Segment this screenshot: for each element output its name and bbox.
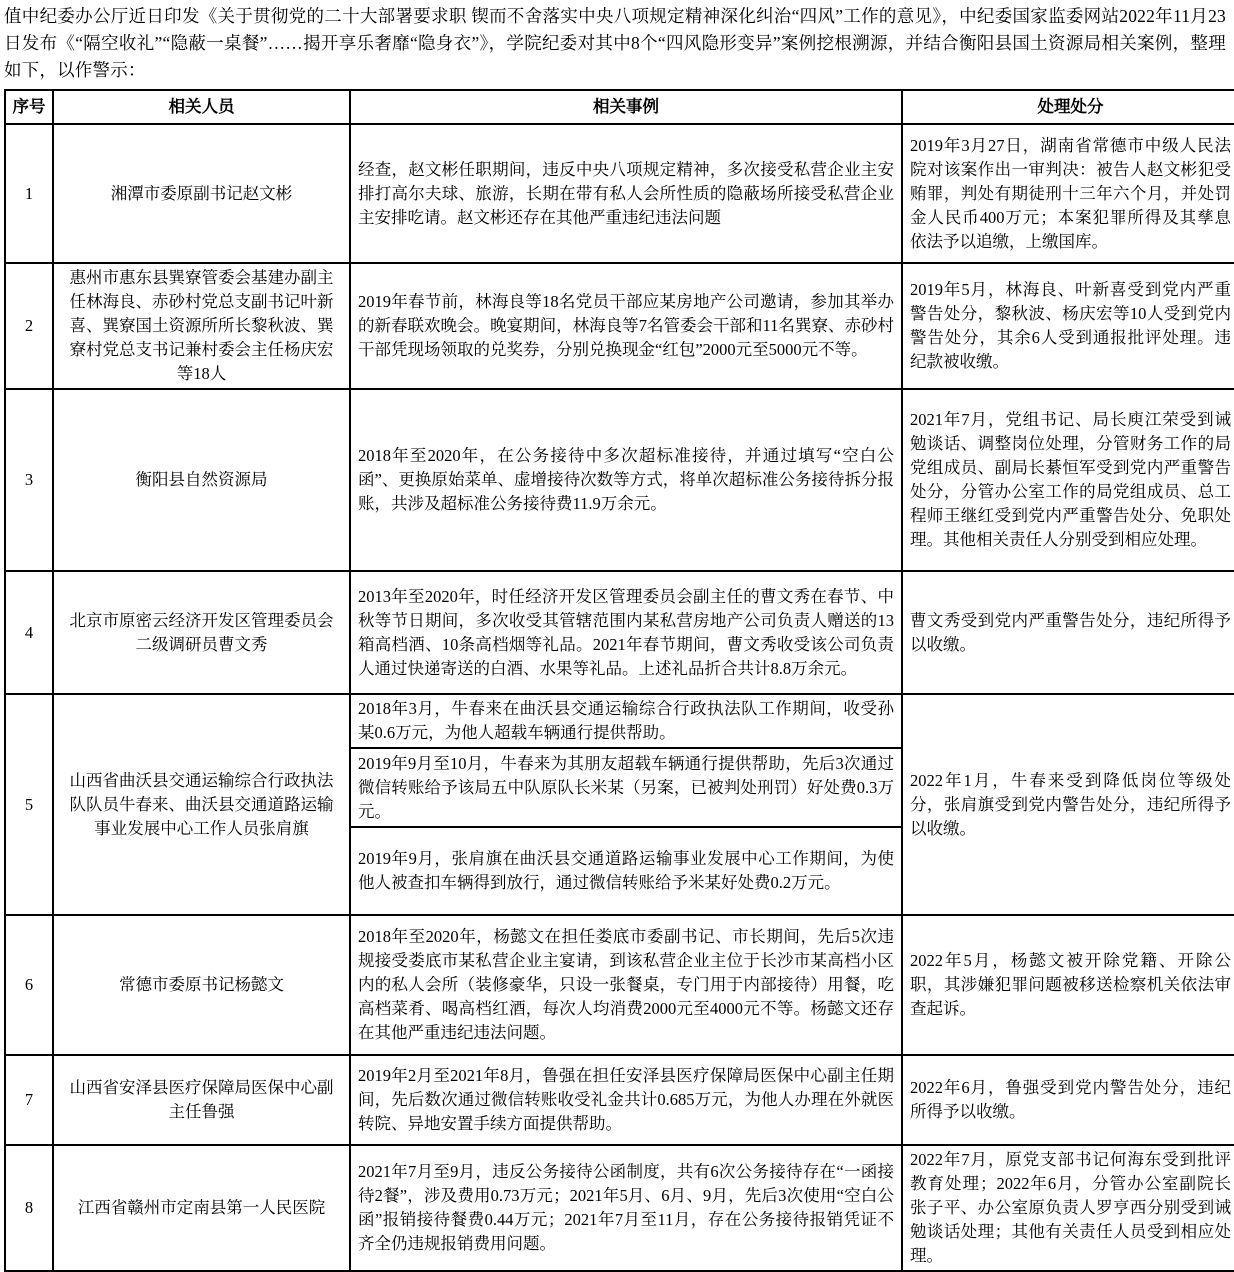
person-cell: 惠州市惠东县巽寮管委会基建办副主任林海良、赤砂村党总支副书记叶新喜、巽寮国土资源所所长黎秋波、巽寮村党总支书记兼村委会主任杨庆宏等18人 xyxy=(53,263,350,389)
action-cell: 2021年7月，党组书记、局长庾江荣受到诫勉谈话、调整岗位处理，分管财务工作的局党组成员、副局长綦恒军受到党内严重警告处分，分管办公室工作的局党组成员、总工程师王继红受到党内严重警告处分、免职处理。其他相关责任人分别受到相应处理。 xyxy=(902,389,1234,571)
action-cell: 曹文秀受到党内严重警告处分，违纪所得予以收缴。 xyxy=(902,571,1234,694)
table-row xyxy=(5,124,1234,263)
case-number-cell: 6 xyxy=(5,915,53,1055)
table-row xyxy=(5,1145,1234,1271)
person-cell: 湘潭市委原副书记赵文彬 xyxy=(53,124,350,263)
case-number-cell: 2 xyxy=(5,263,53,389)
person-cell: 江西省赣州市定南县第一人民医院 xyxy=(53,1145,350,1271)
action-cell: 2022年5月，杨懿文被开除党籍、开除公职，其涉嫌犯罪问题被移送检察机关依法审查起诉。 xyxy=(902,915,1234,1055)
case-subcell: 2019年9月，张肩旗在曲沃县交通道路运输事业发展中心工作期间，为使他人被查扣车辆得到放行，通过微信转账给予米某好处费0.2万元。 xyxy=(350,827,902,915)
col-header-case: 相关事例 xyxy=(350,90,902,124)
case-number-cell: 8 xyxy=(5,1145,53,1271)
cases-table xyxy=(4,89,1234,1272)
case-cell: 2018年至2020年，杨懿文在担任娄底市委副书记、市长期间，先后5次违规接受娄底市某私营企业主宴请，到该私营企业主位于长沙市某高档小区内的私人会所（装修豪华，只设一张餐桌，专门用于内部接待）用餐，吃高档菜肴、喝高档红酒，每次人均消费2000元至4000元不等。杨懿文还存在其他严重违纪违法问题。 xyxy=(350,915,902,1055)
action-cell: 2022年1月，牛春来受到降低岗位等级处分，张肩旗受到党内警告处分，违纪所得予以收缴。 xyxy=(902,694,1234,915)
col-header-person: 相关人员 xyxy=(53,90,350,124)
case-cell: 2019年春节前，林海良等18名党员干部应某房地产公司邀请，参加其举办的新春联欢晚会。晚宴期间，林海良等7名管委会干部和11名巽寮、赤砂村干部凭现场领取的兑奖券，分别兑换现金“红包”2000元至5000元不等。 xyxy=(350,263,902,389)
table-row xyxy=(5,694,1234,748)
case-cell: 2013年至2020年，时任经济开发区管理委员会副主任的曹文秀在春节、中秋等节日期间，多次收受其管辖范围内某私营房地产公司负责人赠送的13箱高档酒、10条高档烟等礼品。2021年春节期间，曹文秀收受该公司负责人通过快递寄送的白酒、水果等礼品。上述礼品折合共计8.8万余元。 xyxy=(350,571,902,694)
intro-paragraph: 值中纪委办公厅近日印发《关于贯彻党的二十大部署要求职 锲而不舍落实中央八项规定精神深化纠治“四风”工作的意见》，中纪委国家监委网站2022年11月23日发布《“隔空收礼”“隐蔽一桌餐”……揭开享乐奢靡“隐身衣”》，学院纪委对其中8个“四风隐形变异”案例挖根溯源，并结合衡阳县国土资源局相关案例，整理如下，以作警示： xyxy=(4,6,1226,80)
table-row xyxy=(5,389,1234,571)
person-cell: 北京市原密云经济开发区管理委员会二级调研员曹文秀 xyxy=(53,571,350,694)
action-cell: 2019年5月，林海良、叶新喜受到党内严重警告处分，黎秋波、杨庆宏等10人受到党内警告处分，其余6人受到通报批评处理。违纪款被收缴。 xyxy=(902,263,1234,389)
person-cell: 山西省安泽县医疗保障局医保中心副主任鲁强 xyxy=(53,1055,350,1145)
person-cell: 山西省曲沃县交通运输综合行政执法队队员牛春来、曲沃县交通道路运输事业发展中心工作人员张肩旗 xyxy=(53,694,350,915)
case-cell: 2021年7月至9月，违反公务接待公函制度，共有6次公务接待存在“一函接待2餐”，涉及费用0.73万元；2021年5月、6月、9月，先后3次使用“空白公函”报销接待餐费0.44万元；2021年7月至11月，存在公务接待报销凭证不齐全仍违规报销费用问题。 xyxy=(350,1145,902,1271)
table-row xyxy=(5,915,1234,1055)
header-row xyxy=(5,90,1234,124)
case-subcell: 2018年3月，牛春来在曲沃县交通运输综合行政执法队工作期间，收受孙某0.6万元，为他人超载车辆通行提供帮助。 xyxy=(350,694,902,748)
action-cell: 2022年6月，鲁强受到党内警告处分，违纪所得予以收缴。 xyxy=(902,1055,1234,1145)
case-cell: 经查，赵文彬任职期间，违反中央八项规定精神，多次接受私营企业主安排打高尔夫球、旅游，长期在带有私人会所性质的隐蔽场所接受私营企业主安排吃请。赵文彬还存在其他严重违纪违法问题 xyxy=(350,124,902,263)
col-header-no: 序号 xyxy=(5,90,53,124)
table-row xyxy=(5,571,1234,694)
table-row xyxy=(5,263,1234,389)
case-number-cell: 5 xyxy=(5,694,53,915)
person-cell: 衡阳县自然资源局 xyxy=(53,389,350,571)
case-number-cell: 4 xyxy=(5,571,53,694)
action-cell: 2022年7月，原党支部书记何海东受到批评教育处理；2022年6月，分管办公室副院长张子平、办公室原负责人罗亨西分别受到诫勉谈话处理；其他有关责任人员受到相应处理。 xyxy=(902,1145,1234,1271)
col-header-action: 处理处分 xyxy=(902,90,1234,124)
case-number-cell: 7 xyxy=(5,1055,53,1145)
table-row xyxy=(5,1055,1234,1145)
person-cell: 常德市委原书记杨懿文 xyxy=(53,915,350,1055)
case-cell: 2019年2月至2021年8月，鲁强在担任安泽县医疗保障局医保中心副主任期间，先后数次通过微信转账收受礼金共计0.685万元，为他人办理在外就医转院、异地安置手续方面提供帮助。 xyxy=(350,1055,902,1145)
case-cell: 2018年至2020年，在公务接待中多次超标准接待，并通过填写“空白公函”、更换原始菜单、虚增接待次数等方式，将单次超标准公务接待拆分报账，共涉及超标准公务接待费11.9万余元。 xyxy=(350,389,902,571)
case-number-cell: 1 xyxy=(5,124,53,263)
action-cell: 2019年3月27日，湖南省常德市中级人民法院对该案作出一审判决：被告人赵文彬犯受贿罪，判处有期徒刑十三年六个月，并处罚金人民币400万元；本案犯罪所得及其孳息依法予以追缴，上缴国库。 xyxy=(902,124,1234,263)
case-number-cell: 3 xyxy=(5,389,53,571)
case-subcell: 2019年9月至10月，牛春来为其朋友超载车辆通行提供帮助，先后3次通过微信转账给予该局五中队原队长米某（另案，已被判处刑罚）好处费0.3万元。 xyxy=(350,748,902,827)
